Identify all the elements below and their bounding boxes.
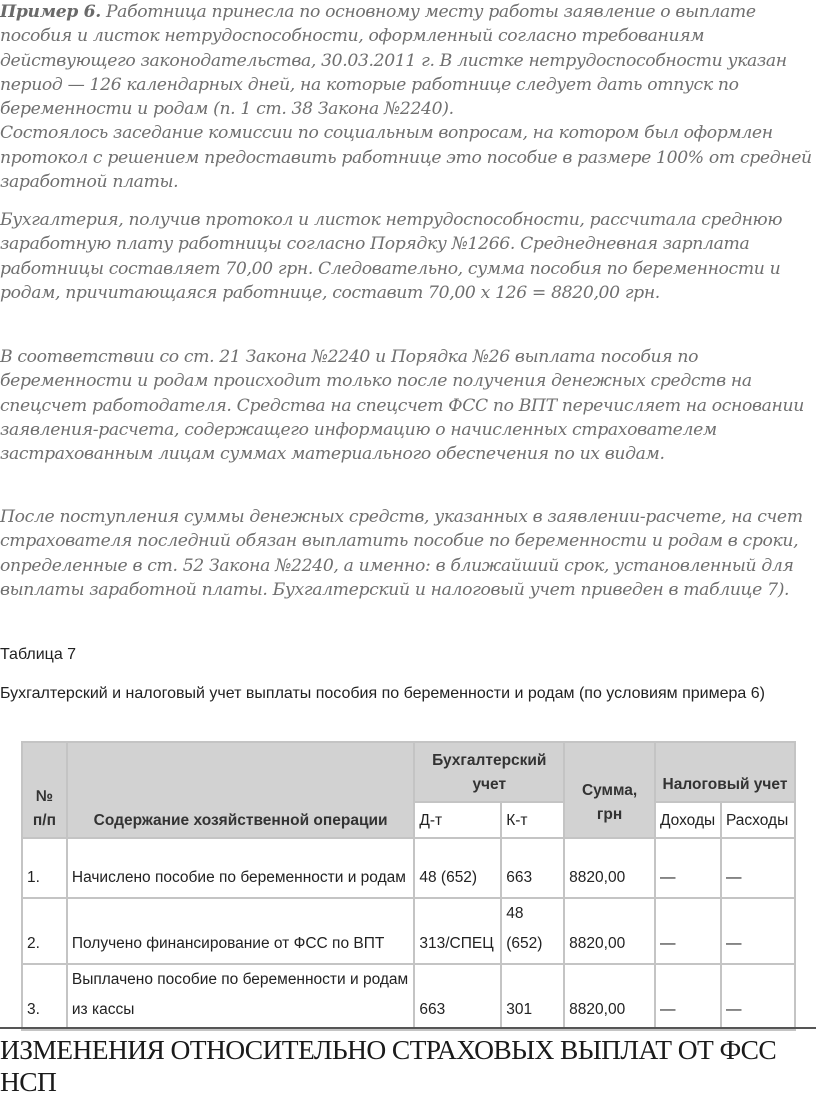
table-row — [22, 964, 795, 1030]
section-divider — [0, 1027, 816, 1029]
cell-debit: 663 — [414, 964, 501, 1030]
cell-num: 3. — [22, 964, 67, 1030]
cell-credit: 663 — [501, 838, 564, 898]
header-tax: Налоговый учет — [655, 742, 795, 802]
cell-expenses: — — [721, 838, 795, 898]
cell-description: Получено финансирование от ФСС по ВПТ — [67, 898, 414, 964]
header-accounting: Бухгалтерский учет — [414, 742, 564, 802]
header-income: Доходы — [655, 802, 721, 838]
cell-amount: 8820,00 — [564, 838, 655, 898]
header-expenses: Расходы — [721, 802, 795, 838]
paragraph-text: Состоялось заседание комиссии по социальным вопросам, на котором был оформлен протокол с решением предоставить работнице это пособие в размере 100% от средней заработной платы. — [0, 123, 812, 193]
cell-income: — — [655, 898, 721, 964]
cell-income: — — [655, 838, 721, 898]
cell-credit: 48 (652) — [501, 898, 564, 964]
example-label: Пример 6. — [0, 2, 101, 22]
cell-expenses: — — [721, 898, 795, 964]
table-row — [22, 898, 795, 964]
cell-debit: 313/СПЕЦ — [414, 898, 501, 964]
calculation-paragraph: Бухгалтерия, получив протокол и листок нетрудоспособности, рассчитала среднюю заработную плату работницы согласно Порядку №1266. Среднедневная зарплата работницы составляет 70,00 грн. Следовательно, сумма пособия по беременности и родам, причитающаяся работнице, составит 70,00 х 126 = 8820,00 грн. — [0, 210, 783, 303]
cell-num: 2. — [22, 898, 67, 964]
paragraph-text: Работница принесла по основному месту работы заявление о выплате пособия и листок нетрудоспособности, оформленный согласно требованиям действующего законодательства, 30.03.2011 г. В листке нетрудоспособности указан период — 126 календарных дней, на которые работнице следует дать отпуск по беременности и родам (п. 1 ст. 38 Закона №2240). — [0, 2, 787, 120]
cell-description: Выплачено пособие по беременности и родам из кассы — [67, 964, 414, 1030]
cell-num: 1. — [22, 838, 67, 898]
table-caption: Бухгалтерский и налоговый учет выплаты пособия по беременности и родам (по условиям примера 6) — [0, 685, 765, 702]
cell-amount: 8820,00 — [564, 964, 655, 1030]
table-label: Таблица 7 — [0, 646, 77, 663]
accounting-table — [21, 741, 796, 1031]
cell-credit: 301 — [501, 964, 564, 1030]
header-description: Содержание хозяйственной операции — [67, 742, 414, 838]
table-row — [22, 838, 795, 898]
header-num: № п/п — [22, 742, 67, 838]
cell-amount: 8820,00 — [564, 898, 655, 964]
example-paragraph — [0, 0, 816, 194]
payment-paragraph: После поступления суммы денежных средств, указанных в заявлении-расчете, на счет страхователя последний обязан выплатить пособие по беременности и родам в сроки, определенные в ст. 52 Закона №2240, а именно: в ближайший срок, установленный для выплаты заработной платы. Бухгалтерский и налоговый учет приведен в таблице 7). — [0, 507, 803, 600]
section-heading: ИЗМЕНЕНИЯ ОТНОСИТЕЛЬНО СТРАХОВЫХ ВЫПЛАТ ОТ ФСС НСП — [0, 1034, 777, 1097]
cell-description: Начислено пособие по беременности и родам — [67, 838, 414, 898]
cell-expenses: — — [721, 964, 795, 1030]
cell-debit: 48 (652) — [414, 838, 501, 898]
header-credit: К-т — [501, 802, 564, 838]
cell-income: — — [655, 964, 721, 1030]
legal-paragraph: В соответствии со ст. 21 Закона №2240 и Порядка №26 выплата пособия по беременности и родам происходит только после получения денежных средств на спецсчет работодателя. Средства на спецсчет ФСС по ВПТ перечисляет на основании заявления-расчета, содержащего информацию о начисленных страхователем застрахованным лицам суммах материального обеспечения по их видам. — [0, 347, 804, 465]
header-amount: Сумма, грн — [564, 742, 655, 838]
header-debit: Д-т — [414, 802, 501, 838]
